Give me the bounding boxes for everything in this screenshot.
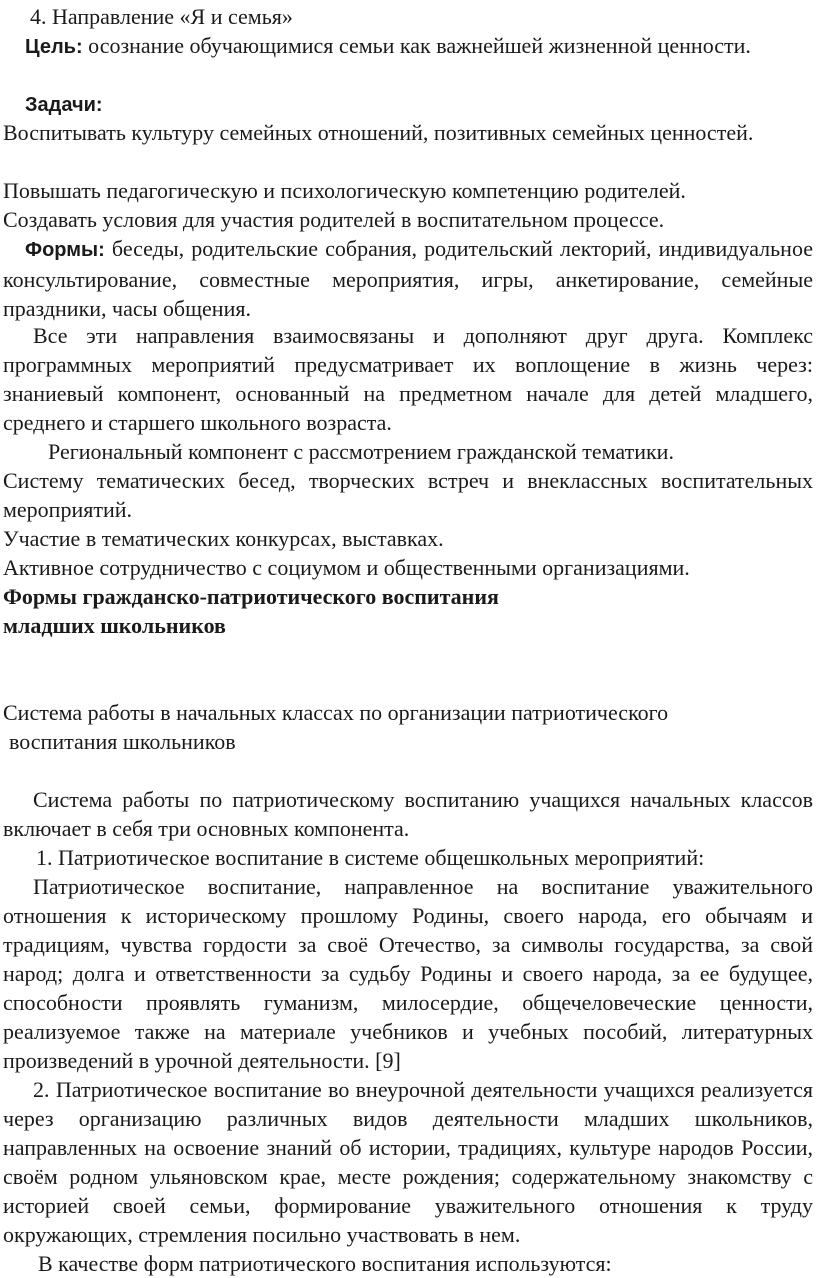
task-3: Создавать условия для участия родителей в воспитательном процессе. <box>3 207 665 232</box>
forms-paragraph <box>3 234 813 323</box>
summary-paragraph-4: Участие в тематических конкурсах, выставках. <box>3 526 444 551</box>
task-1: Воспитывать культуру семейных отношений, позитивных семейных ценностей. <box>3 120 754 145</box>
item-1-text: Патриотическое воспитание, направленное на воспитание уважительного отношения к историческому прошлому Родины, своего народа, его обычаям и традициям, чувства гордости за своё Отечество, за символы государства, за свой народ; долга и ответственности за судьбу Родины и своего народа, за ее будущее, способности проявлять гуманизм, милосердие, общечеловеческие ценности, реализуемое также на материале учебников и учебных пособий, литературных произведений в урочной деятельности. [9] <box>3 874 813 1073</box>
system-intro: Система работы по патриотическому воспитанию учащихся начальных классов включает в себя три основных компонента. <box>3 787 813 841</box>
closing-line: В качестве форм патриотического воспитания используются: <box>38 1251 612 1276</box>
forms-label: Формы: <box>25 239 105 261</box>
summary-paragraph-3: Систему тематических бесед, творческих встреч и внеклассных воспитательных мероприятий. <box>3 468 813 522</box>
system-title-line-1: Система работы в начальных классах по организации патриотического <box>3 700 669 725</box>
forms-text: беседы, родительские собрания, родительский лекторий, индивидуальное консультирование, совместные мероприятия, игры, анкетирование, семейные праздники, часы общения. <box>3 236 813 321</box>
goal-label: Цель: <box>25 36 83 58</box>
task-2: Повышать педагогическую и психологическую компетенцию родителей. <box>3 178 686 203</box>
system-title-line-2: воспитания школьников <box>9 729 236 754</box>
section-heading: 4. Направление «Я и семья» <box>30 4 293 29</box>
forms-heading-line-1: Формы гражданско-патриотического воспитания <box>3 584 499 609</box>
summary-paragraph-2: Региональный компонент с рассмотрением гражданской тематики. <box>48 439 674 464</box>
summary-paragraph-1: Все эти направления взаимосвязаны и дополняют друг друга. Комплекс программных мероприятий предусматривает их воплощение в жизнь через: знаниевый компонент, основанный на предметном начале для детей младшего, среднего и старшего школьного возраста. <box>3 323 813 435</box>
item-2-text: 2. Патриотическое воспитание во внеурочной деятельности учащихся реализуется через организацию различных видов деятельности младших школьников, направленных на освоение знаний об истории, традициях, культуре народов России, своём родном ульяновском крае, месте рождения; содержательному знакомству с историей своей семьи, формирование уважительного отношения к труду окружающих, стремления посильно участвовать в нем. <box>3 1077 813 1247</box>
goal-paragraph <box>3 31 813 62</box>
forms-heading-line-2: младших школьников <box>3 613 226 638</box>
goal-text: осознание обучающимися семьи как важнейшей жизненной ценности. <box>88 33 751 58</box>
summary-paragraph-5: Активное сотрудничество с социумом и общественными организациями. <box>3 555 690 580</box>
tasks-label: Задачи: <box>25 94 103 116</box>
item-1-heading: 1. Патриотическое воспитание в системе общешкольных мероприятий: <box>36 845 705 870</box>
